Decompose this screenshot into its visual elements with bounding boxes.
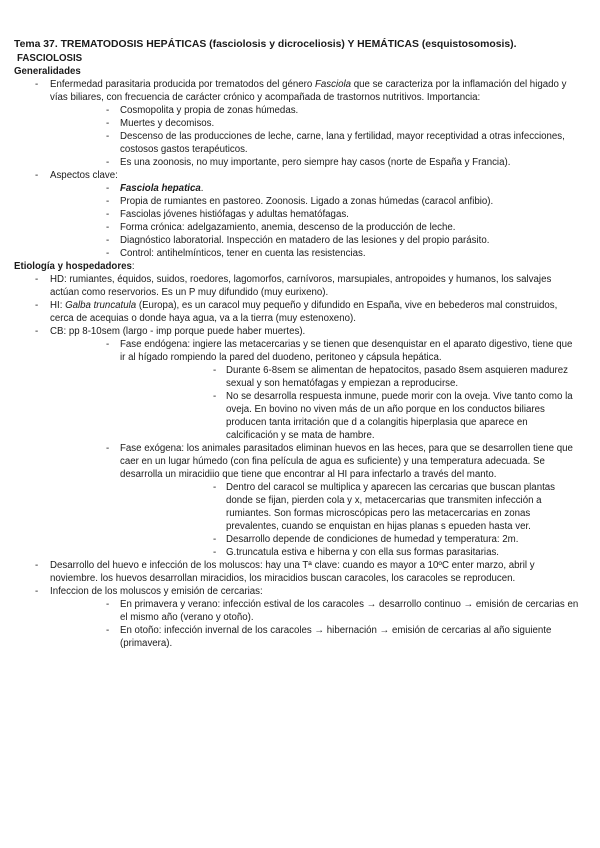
list-item: - Desarrollo depende de condiciones de humedad y temperatura: 2m. [120,533,580,546]
endogena-list [120,364,580,442]
list-item: - Aspectos clave: - Fasciola hepatica. - Propia de rumiantes en pastoreo. Zoonosis. Ligado a zonas húmedas (caracol anfibio). - Fasciolas jóvenes histiófagas y adultas hematófagas. - Forma crónica: adelgazamiento, anemia, descenso de la producción de leche. - Diagnóstico laboratorial. Inspección en matadero de las lesiones y del propio parásito. - Control: antihelmínticos, tener en cuenta las resistencias. [20,169,580,260]
genus-name: Fasciola [314,79,352,90]
list-item: - Fase exógena: los animales parasitados eliminan huevos en las heces, para que se desarrollen tiene que caer en un lugar húmedo (con fina película de agua es suficiente) y una temperatura adecuada. Se desarrolla un miracidiio que tiene que encontrar al HI para infectarlo a través del manto. - Dentro del caracol se multiplica y aparecen las cercarias que buscan plantas donde se fijan, pierden cola y x, metacercarias que transmiten infección a rumiantes. Son formas microscópicas pero las metacercarias en zonas prevalentes, cuando se enquistan en hijas planas s epueden hasta ver. - Desarrollo depende de condiciones de humedad y temperatura: 2m. - G.truncatula estiva e hiberna y con ella sus formas parasitarias. [50,442,580,559]
generalidades-list [20,78,580,260]
list-item: - G.truncatula estiva e hiberna y con ella sus formas parasitarias. [120,546,580,559]
list-item: - Forma crónica: adelgazamiento, anemia, descenso de la producción de leche. [50,221,580,234]
exogena-list [120,481,580,559]
section-heading: FASCIOLOSIS [17,53,83,64]
generalidades-heading: Generalidades [14,66,81,77]
list-item: - En primavera y verano: infección estival de los caracoles → desarrollo continuo → emisión de cercarias en el mismo año (verano y otoño). [50,598,580,624]
list-item: - Cosmopolita y propia de zonas húmedas. [50,104,580,117]
etiologia-list [20,273,580,650]
list-item: - Fase endógena: ingiere las metacercarias y se tienen que desenquistar en el aparato digestivo, tiene que ir al hígado rompiendo la pared del duodeno, peritoneo y cápsula hepática. - Durante 6-8sem se alimentan de hepatocitos, pasado 8sem asquieren madurez sexual y son hematófagas y empiezan a reproducirse. - No se desarrolla respuesta inmune, puede morir con la oveja. Vive tanto como la oveja. En bovino no viven más de un año porque en los conductos biliares producen tanta irritación que d a colangitis hiperplasia que aparece en calcificación y se mata de hambre. [50,338,580,442]
list-item: - En otoño: infección invernal de los caracoles → hibernación → emisión de cercarias al año siguiente (primavera). [50,624,580,650]
infeccion-list [50,598,580,650]
list-item: - CB: pp 8-10sem (largo - imp porque puede haber muertes). - Fase endógena: ingiere las metacercarias y se tienen que desenquistar en el aparato digestivo, tiene que ir al hígado rompiendo la pared del duodeno, peritoneo y cápsula hepática. - Durante 6-8sem se alimentan de hepatocitos, pasado 8sem asquieren madurez sexual y son hematófagas y empiezan a reproducirse. - No se desarrolla respuesta inmune, puede morir con la oveja. Vive tanto como la oveja. En bovino no viven más de un año porque en los conductos biliares producen tanta irritación que d a colangitis hiperplasia que aparece en calcificación y se mata de hambre. - Fase exógena: los animales parasitados eliminan huevos en las heces, para que se desarrollen tiene que caer en un lugar húmedo (con fina película de agua es suficiente) y una temperatura adecuada. Se desarrolla un miracidiio que tiene que encontrar al HI para infectarlo a través del manto. - Dentro del caracol se multiplica y aparecen las cercarias que buscan plantas donde se fijan, pierden cola y x, metacercarias que transmiten infección a rumiantes. Son formas microscópicas pero las metacercarias en zonas prevalentes, cuando se enquistan en hijas planas s epueden hasta ver. - Desarrollo depende de condiciones de humedad y temperatura: 2m. - G.truncatula estiva e hiberna y con ella sus formas parasitarias. [20,325,580,559]
fases-list [50,338,580,559]
list-item: - Diagnóstico laboratorial. Inspección en matadero de las lesiones y del propio parásito. [50,234,580,247]
list-item: - Durante 6-8sem se alimentan de hepatocitos, pasado 8sem asquieren madurez sexual y son hematófagas y empiezan a reproducirse. [120,364,580,390]
document-title: Tema 37. TREMATODOSIS HEPÁTICAS (fasciolosis y dicroceliosis) Y HEMÁTICAS (esquistosomosis). [14,39,517,50]
list-item: - Control: antihelmínticos, tener en cuenta las resistencias. [50,247,580,260]
list-item: - Descenso de las producciones de leche, carne, lana y fertilidad, mayor receptividad a otras infecciones, costosos gastos terapéuticos. [50,130,580,156]
list-item: - HI: Galba truncatula (Europa), es un caracol muy pequeño y difundido en España, vive en bebederos mal construidos, cerca de acequias o donde haya agua, va a la tierra (muy estenoxeno). [20,299,580,325]
list-item: - Es una zoonosis, no muy importante, pero siempre hay casos (norte de España y Francia). [50,156,580,169]
list-item: - Infeccion de los moluscos y emisión de cercarias: - En primavera y verano: infección estival de los caracoles → desarrollo continuo → emisión de cercarias en el mismo año (verano y otoño). - En otoño: infección invernal de los caracoles → hibernación → emisión de cercarias al año siguiente (primavera). [20,585,580,650]
list-item: - Muertes y decomisos. [50,117,580,130]
etiologia-heading: Etiología y hospedadores: [14,261,135,272]
list-item: - Propia de rumiantes en pastoreo. Zoonosis. Ligado a zonas húmedas (caracol anfibio). [50,195,580,208]
list-item: - HD: rumiantes, équidos, suidos, roedores, lagomorfos, carnívoros, marsupiales, antropoides y humanos, los salvajes actúan como reservorios. Es un P muy difundido (muy eurixeno). [20,273,580,299]
species-name: Fasciola hepatica [120,183,201,194]
list-item: - Fasciola hepatica. [50,182,580,195]
list-item: - Desarrollo del huevo e infección de los moluscos: hay una Tª clave: cuando es mayor a 10ºC enter marzo, abril y noviembre. los huevos desarrollan miracidios, los miracidios buscan caracoles, los caracoles se reproducen. [20,559,580,585]
importancia-list [50,104,580,169]
list-item: - Dentro del caracol se multiplica y aparecen las cercarias que buscan plantas donde se fijan, pierden cola y x, metacercarias que transmiten infección a rumiantes. Son formas microscópicas pero las metacercarias en zonas prevalentes, cuando se enquistan en hijas planas s epueden hasta ver. [120,481,580,533]
list-item: - Fasciolas jóvenes histiófagas y adultas hematófagas. [50,208,580,221]
list-item: - Enfermedad parasitaria producida por trematodos del género Fasciola que se caracteriza por la inflamación del higado y vías biliares, con frecuencia de carácter crónico y acompañada de trastornos nutritivos. Importancia: - Cosmopolita y propia de zonas húmedas. - Muertes y decomisos. - Descenso de las producciones de leche, carne, lana y fertilidad, mayor receptividad a otras infecciones, costosos gastos terapéuticos. - Es una zoonosis, no muy importante, pero siempre hay casos (norte de España y Francia). [20,78,580,169]
list-item: - No se desarrolla respuesta inmune, puede morir con la oveja. Vive tanto como la oveja. En bovino no viven más de un año porque en los conductos biliares producen tanta irritación que d a colangitis hiperplasia que aparece en calcificación y se mata de hambre. [120,390,580,442]
aspectos-list [50,182,580,260]
snail-species-name: Galba truncatula [65,300,137,311]
